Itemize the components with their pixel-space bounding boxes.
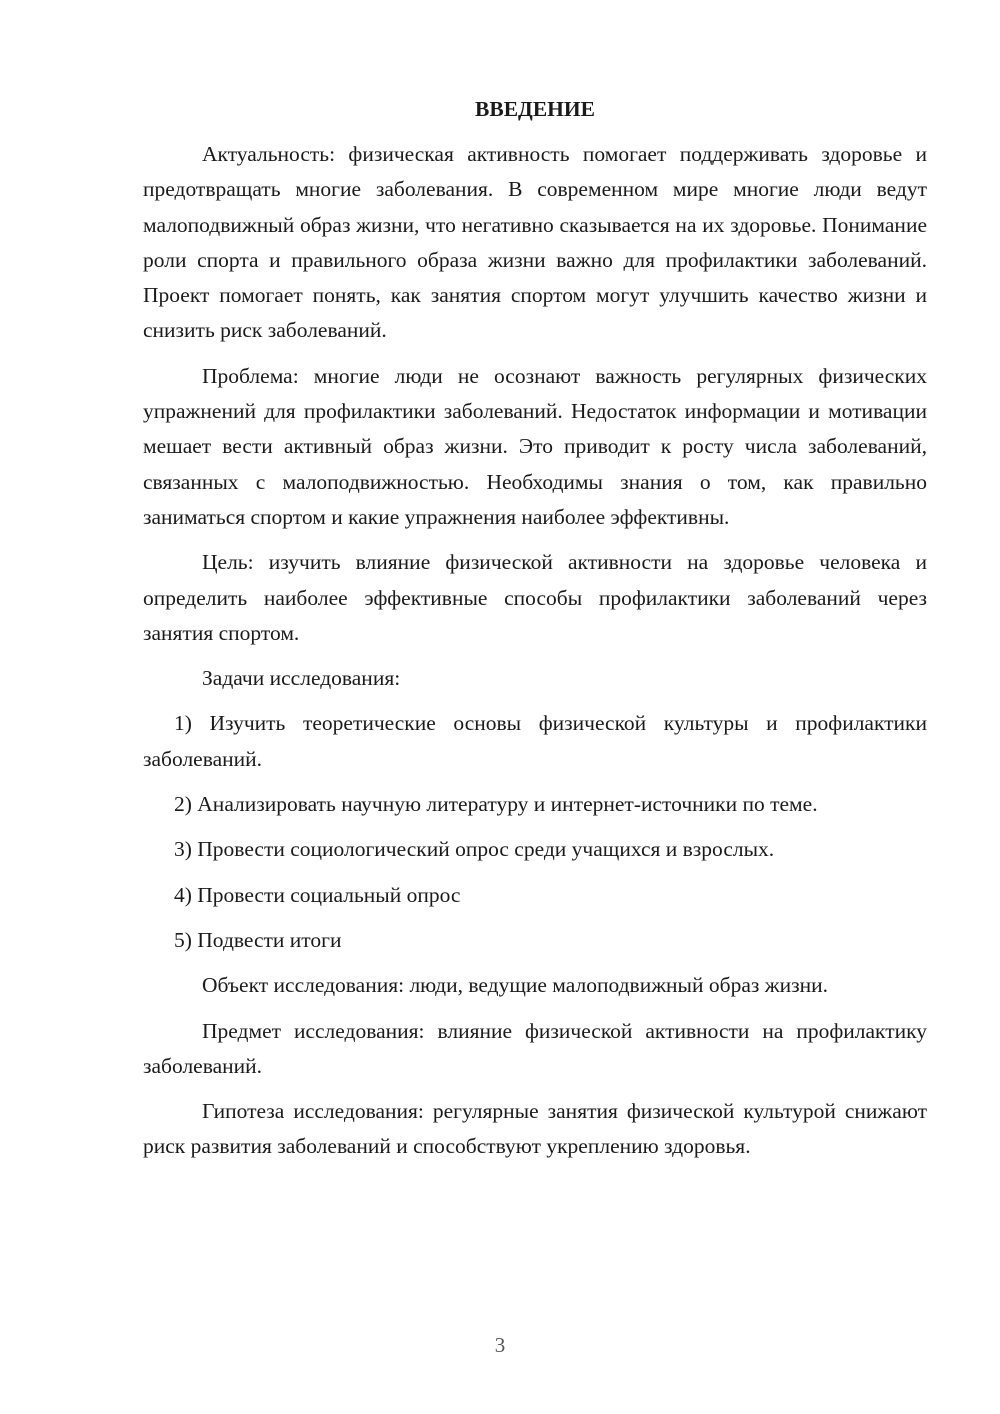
page-title: ВВЕДЕНИЕ <box>475 97 595 121</box>
task-item-3: 3) Провести социологический опрос среди учащихся и взрослых. <box>174 837 775 862</box>
task-item-4: 4) Провести социальный опрос <box>174 882 461 907</box>
task-item-5: 5) Подвести итоги <box>174 927 342 952</box>
object-paragraph: Объект исследования: люди, ведущие малоподвижный образ жизни. <box>202 973 828 998</box>
relevance-paragraph: Актуальность: физическая активность помогает поддерживать здоровье и предотвращать многие заболевания. В современном мире многие люди ведут малоподвижный образ жизни, что негативно сказывается на их здоровье. Понимание роли спорта и правильного образа жизни важно для профилактики заболеваний. Проект помогает понять, как занятия спортом могут улучшить качество жизни и снизить риск заболеваний. <box>143 142 927 343</box>
task-item-2: 2) Анализировать научную литературу и интернет-источники по теме. <box>174 792 818 817</box>
tasks-heading: Задачи исследования: <box>202 666 401 691</box>
task-item-1: 1) Изучить теоретические основы физической культуры и профилактики заболеваний. <box>143 711 927 771</box>
goal-paragraph: Цель: изучить влияние физической активности на здоровье человека и определить наиболее эффективные способы профилактики заболеваний через занятия спортом. <box>143 550 927 645</box>
problem-paragraph: Проблема: многие люди не осознают важность регулярных физических упражнений для профилактики заболеваний. Недостаток информации и мотивации мешает вести активный образ жизни. Это приводит к росту числа заболеваний, связанных с малоподвижностью. Необходимы знания о том, как правильно заниматься спортом и какие упражнения наиболее эффективны. <box>143 363 927 529</box>
document-body <box>143 92 927 1175</box>
subject-paragraph: Предмет исследования: влияние физической активности на профилактику заболеваний. <box>143 1018 927 1078</box>
page-number: 3 <box>494 1333 506 1357</box>
hypothesis-paragraph: Гипотеза исследования: регулярные занятия физической культурой снижают риск развития заболеваний и способствуют укреплению здоровья. <box>143 1099 927 1159</box>
